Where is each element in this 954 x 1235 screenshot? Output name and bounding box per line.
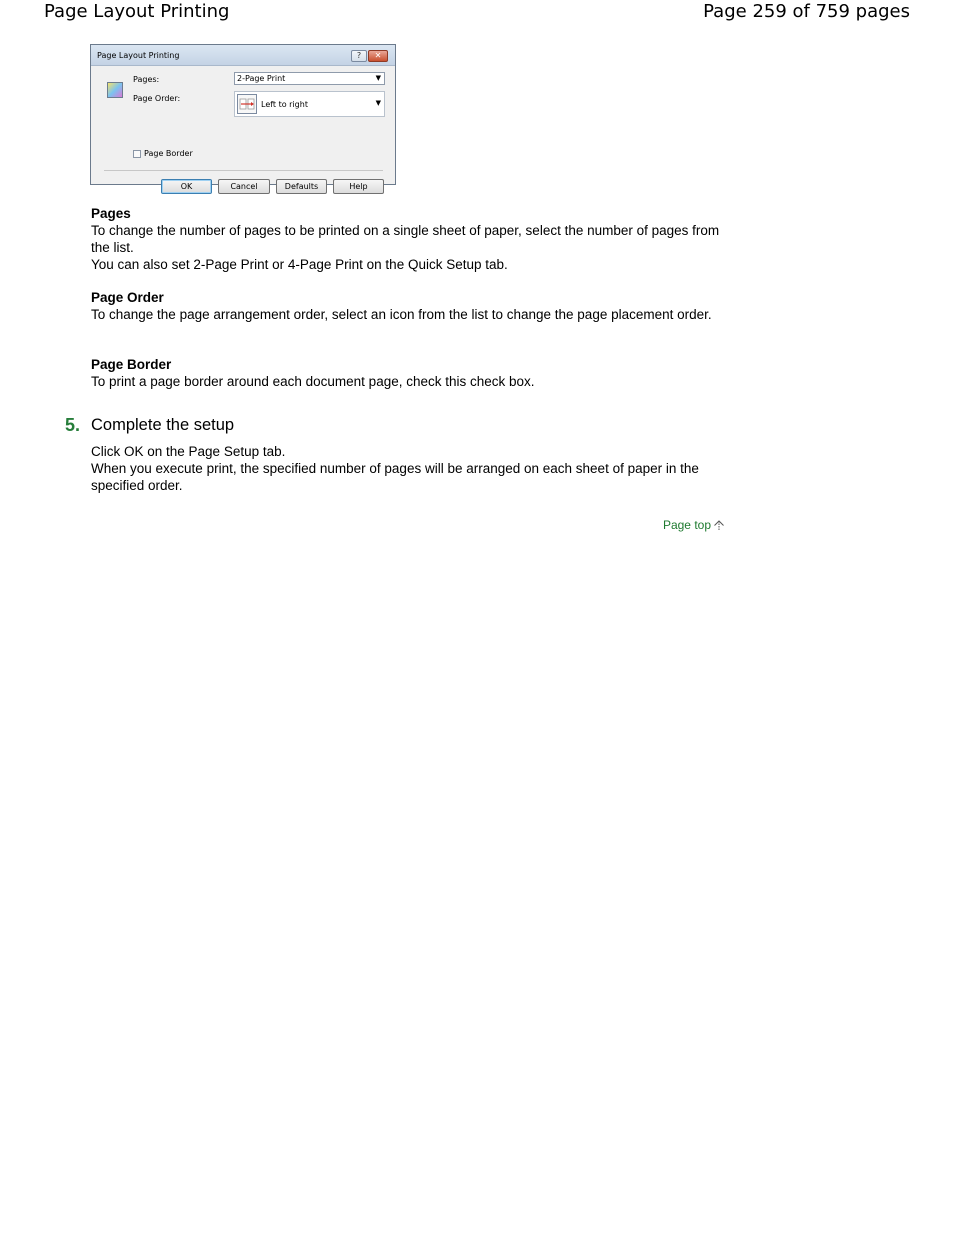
chevron-down-icon: ▼ xyxy=(375,99,381,107)
dialog-body xyxy=(91,66,395,191)
step-text-1: Click OK on the Page Setup tab. xyxy=(91,444,286,459)
left-to-right-icon xyxy=(237,94,257,114)
pages-select[interactable] xyxy=(234,72,385,85)
step-title: Complete the setup xyxy=(91,416,235,434)
page-order-value: Left to right xyxy=(261,100,308,109)
chevron-down-icon: ▼ xyxy=(375,74,381,82)
page-layout-dialog xyxy=(90,44,396,191)
page-border-label: Page Border xyxy=(144,149,193,158)
page-indicator: Page 259 of 759 pages xyxy=(703,1,910,22)
pages-label: Pages: xyxy=(133,75,160,84)
pages-text-1: To change the number of pages to be printed on a single sheet of paper, select the number of pages from the list. xyxy=(91,223,720,255)
section-step xyxy=(91,443,721,494)
ok-button[interactable]: OK xyxy=(161,179,212,194)
page-header-title: Page Layout Printing xyxy=(44,1,230,22)
title-buttons xyxy=(351,50,388,62)
cancel-button[interactable]: Cancel xyxy=(218,179,270,194)
pages-text-2: You can also set 2-Page Print or 4-Page Print on the Quick Setup tab. xyxy=(91,257,508,272)
page-order-text: To change the page arrangement order, select an icon from the list to change the page placement order. xyxy=(91,307,712,322)
section-page-order xyxy=(91,289,721,323)
step-number: 5. xyxy=(65,415,81,435)
page-top-link[interactable] xyxy=(663,517,725,533)
section-page-border xyxy=(91,356,721,390)
page-order-heading: Page Order xyxy=(91,290,164,305)
page-border-checkbox[interactable] xyxy=(133,150,141,158)
help-button[interactable]: Help xyxy=(333,179,384,194)
section-pages xyxy=(91,205,721,273)
page-order-list[interactable] xyxy=(234,91,385,117)
dialog-separator xyxy=(104,170,383,171)
dialog-help-button[interactable]: ? xyxy=(351,50,367,62)
page-top-label: Page top xyxy=(662,518,711,532)
page-border-heading: Page Border xyxy=(91,357,172,372)
dialog-close-button[interactable]: ✕ xyxy=(368,50,388,62)
dialog-titlebar xyxy=(91,45,395,66)
step-text-2: When you execute print, the specified number of pages will be arranged on each sheet of paper in the specified order. xyxy=(91,461,699,493)
pages-select-value: 2-Page Print xyxy=(237,74,286,83)
printer-layout-icon xyxy=(107,82,123,98)
page-order-label: Page Order: xyxy=(133,94,181,103)
defaults-button[interactable]: Defaults xyxy=(276,179,327,194)
arrow-up-icon xyxy=(713,519,725,531)
dialog-title: Page Layout Printing xyxy=(97,51,180,60)
page-border-text: To print a page border around each document page, check this check box. xyxy=(91,374,535,389)
pages-heading: Pages xyxy=(91,206,131,221)
